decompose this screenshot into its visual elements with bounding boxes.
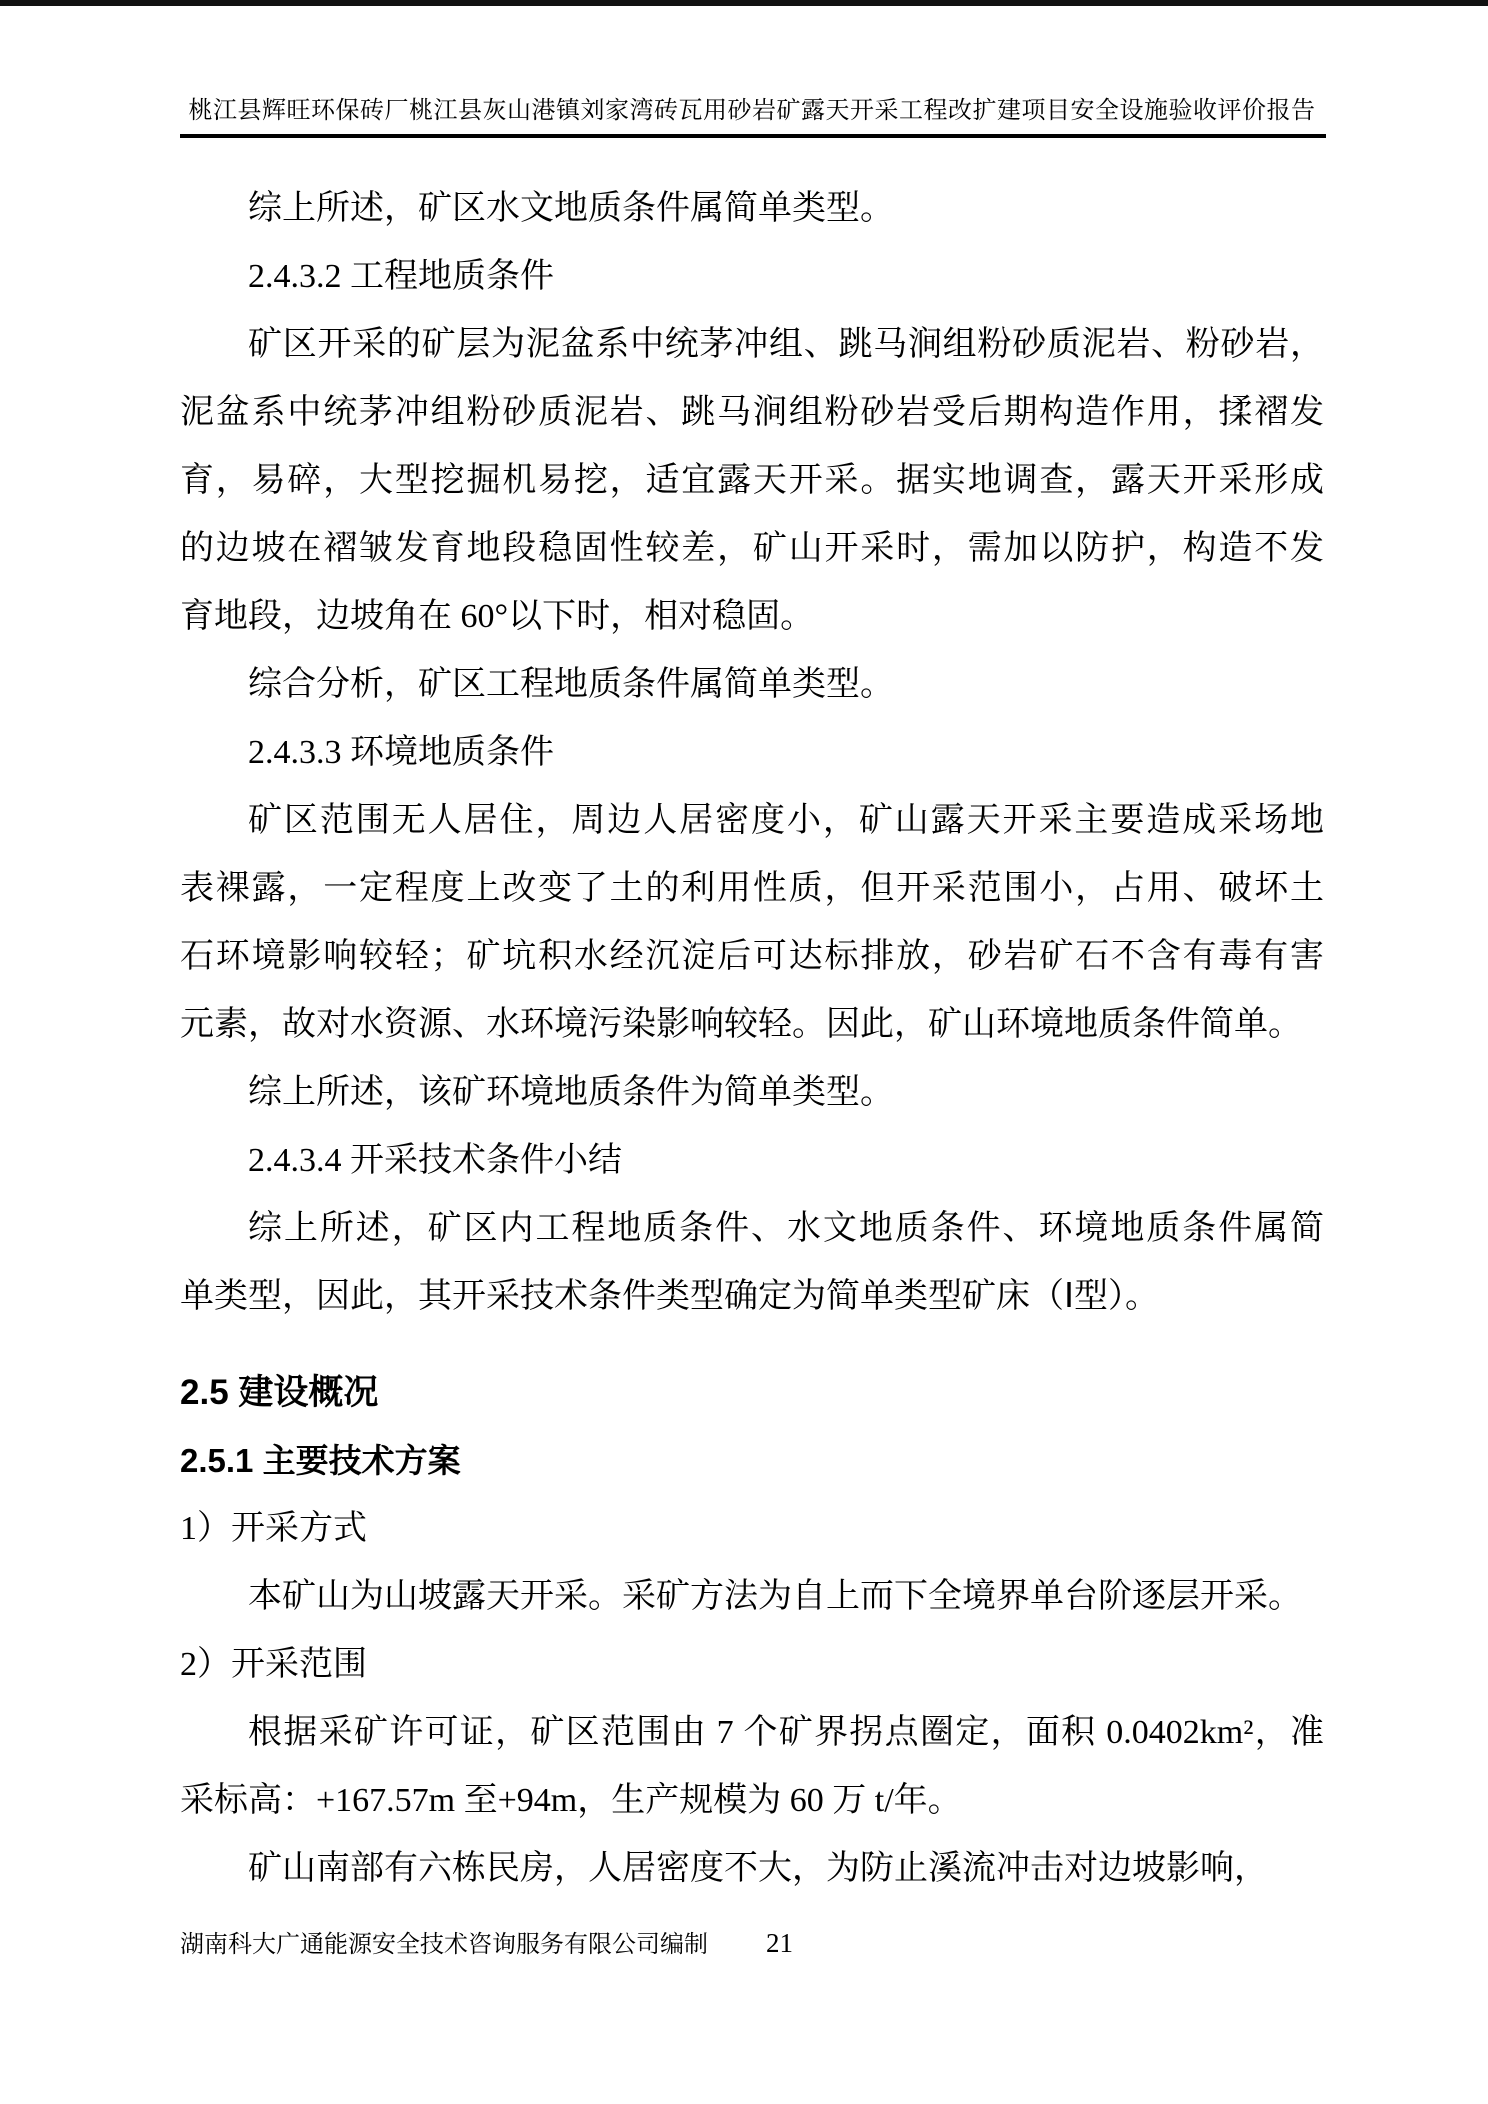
section-heading-level3 [180,243,1324,311]
body-text-line: 矿区范围无人居住，周边人居密度小，矿山露天开采主要造成采场地 [248,802,1324,839]
body-text-line: 2.4.3.3 环境地质条件 [248,734,554,771]
body-text-line: 综上所述，矿区内工程地质条件、水文地质条件、环境地质条件属简 [248,1210,1324,1247]
body-text-line: 的边坡在褶皱发育地段稳固性较差，矿山开采时，需加以防护，构造不发 [180,530,1324,567]
list-label-line [180,1631,1324,1699]
body-text-line: 石环境影响较轻；矿坑积水经沉淀后可达标排放，砂岩矿石不含有毒有害 [180,938,1324,975]
page-footer [180,1926,1324,1962]
body-text-line: 矿区开采的矿层为泥盆系中统茅冲组、跳马涧组粉砂质泥岩、粉砂岩， [248,326,1324,363]
paragraph [180,787,1324,1059]
paragraph [180,311,1324,651]
paragraph [180,1835,1324,1903]
body-text-line: 育地段，边坡角在 60°以下时，相对稳固。 [180,598,815,635]
body-text-line: 表裸露，一定程度上改变了土的利用性质，但开采范围小，占用、破坏土 [180,870,1324,907]
section-heading-level3 [180,1127,1324,1195]
body-text-line: 育，易碎，大型挖掘机易挖，适宜露天开采。据实地调查，露天开采形成 [180,462,1324,499]
scan-edge-bar [0,0,1488,6]
body-text-line: 2.4.3.4 开采技术条件小结 [248,1142,622,1179]
paragraph [180,175,1324,243]
body-text-line: 2.4.3.2 工程地质条件 [248,258,554,295]
page-header-title: 桃江县辉旺环保砖厂桃江县灰山港镇刘家湾砖瓦用砂岩矿露天开采工程改扩建项目安全设施验收评价报告 [188,98,1316,124]
section-heading-level2 [180,1427,1324,1495]
body-text-line: 1）开采方式 [180,1510,367,1547]
body-text-line: 2.5.1 主要技术方案 [180,1442,461,1479]
body-text-line: 单类型，因此，其开采技术条件类型确定为简单类型矿床（Ⅰ型）。 [180,1278,1160,1315]
body-text-line: 矿山南部有六栋民房，人居密度不大，为防止溪流冲击对边坡影响， [248,1850,1268,1887]
header-rule [180,134,1326,138]
paragraph [180,1563,1324,1631]
body-text-line: 2）开采范围 [180,1646,367,1683]
document-body [180,175,1324,1903]
list-label-line [180,1495,1324,1563]
body-text-line: 根据采矿许可证，矿区范围由 7 个矿界拐点圈定，面积 0.0402km²，准 [248,1714,1324,1751]
body-text-line: 采标高：+167.57m 至+94m，生产规模为 60 万 t/年。 [180,1782,962,1819]
body-text-line: 综上所述，矿区水文地质条件属简单类型。 [248,190,894,227]
section-heading-level3 [180,719,1324,787]
body-text-line: 本矿山为山坡露天开采。采矿方法为自上而下全境界单台阶逐层开采。 [248,1578,1302,1615]
body-text-line: 综合分析，矿区工程地质条件属简单类型。 [248,666,894,703]
body-text-line: 泥盆系中统茅冲组粉砂质泥岩、跳马涧组粉砂岩受后期构造作用，揉褶发 [180,394,1324,431]
paragraph [180,1699,1324,1835]
body-text-line: 2.5 建设概况 [180,1373,379,1412]
paragraph [180,651,1324,719]
body-text-line: 综上所述，该矿环境地质条件为简单类型。 [248,1074,894,1111]
paragraph [180,1059,1324,1127]
page-number: 21 [766,1928,793,1958]
section-heading-level1 [180,1359,1324,1427]
footer-company-text: 湖南科大广通能源安全技术咨询服务有限公司编制 [180,1932,708,1958]
body-text-line: 元素，故对水资源、水环境污染影响较轻。因此，矿山环境地质条件简单。 [180,1006,1302,1043]
paragraph [180,1195,1324,1331]
